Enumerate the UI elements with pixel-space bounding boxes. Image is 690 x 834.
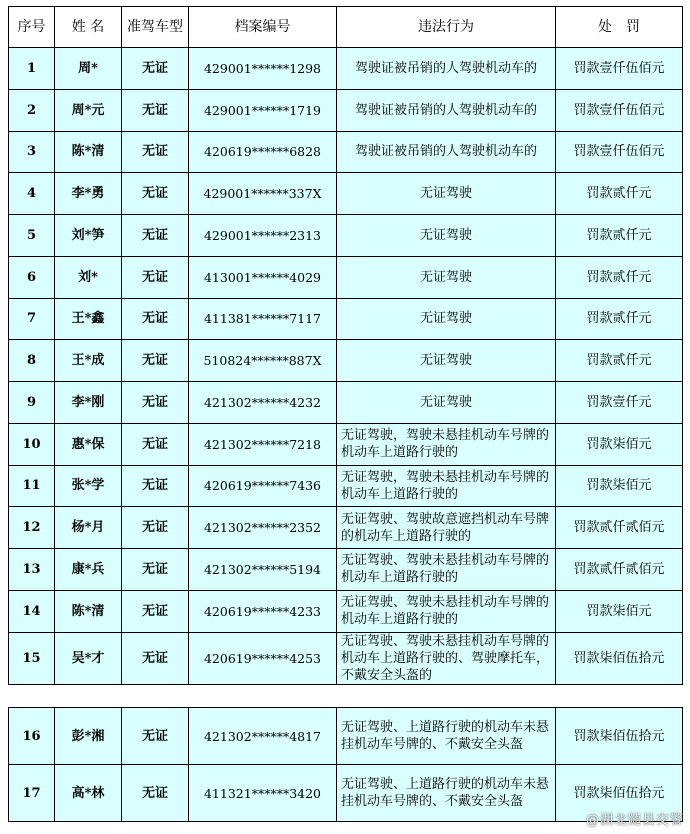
- row-license-type: 无证: [122, 423, 189, 465]
- penalty-table: [8, 6, 683, 685]
- row-name: 王*成: [55, 340, 122, 382]
- table-row: [9, 765, 683, 822]
- row-file-number: 510824******887X: [189, 340, 337, 382]
- header-penalty: 处 罚: [556, 7, 683, 48]
- row-license-type: 无证: [122, 549, 189, 591]
- table-row: [9, 89, 683, 131]
- row-file-number: 413001******4029: [189, 256, 337, 298]
- row-violation: 无证驾驶，驾驶未悬挂机动车号牌的机动车上道路行驶的: [337, 423, 556, 465]
- row-name: 惠*保: [55, 423, 122, 465]
- table-row: [9, 131, 683, 173]
- table-row: [9, 507, 683, 549]
- row-name: 周*元: [55, 89, 122, 131]
- row-file-number: 420619******4253: [189, 632, 337, 684]
- table-row: [9, 340, 683, 382]
- row-number: 2: [9, 89, 55, 131]
- row-file-number: 429001******1298: [189, 48, 337, 90]
- row-penalty: 罚款柒佰伍拾元: [556, 765, 683, 822]
- row-number: 17: [9, 765, 55, 822]
- row-license-type: 无证: [122, 632, 189, 684]
- row-number: 8: [9, 340, 55, 382]
- row-penalty: 罚款壹仟伍佰元: [556, 131, 683, 173]
- table-row: [9, 215, 683, 257]
- row-violation: 无证驾驶、驾驶未悬挂机动车号牌的机动车上道路行驶的: [337, 590, 556, 632]
- watermark: @湖北随县交警: [585, 813, 684, 828]
- row-license-type: 无证: [122, 48, 189, 90]
- row-penalty: 罚款贰仟元: [556, 298, 683, 340]
- table-row: [9, 465, 683, 507]
- row-penalty: 罚款柒佰伍拾元: [556, 708, 683, 765]
- row-name: 吴*才: [55, 632, 122, 684]
- row-number: 12: [9, 507, 55, 549]
- row-license-type: 无证: [122, 256, 189, 298]
- row-number: 4: [9, 173, 55, 215]
- row-violation: 无证驾驶: [337, 173, 556, 215]
- row-penalty: 罚款壹仟伍佰元: [556, 48, 683, 90]
- row-license-type: 无证: [122, 173, 189, 215]
- row-penalty: 罚款柒佰元: [556, 465, 683, 507]
- row-penalty: 罚款柒佰元: [556, 590, 683, 632]
- row-name: 李*勇: [55, 173, 122, 215]
- row-name: 康*兵: [55, 549, 122, 591]
- row-violation: 无证驾驶、驾驶未悬挂机动车号牌的机动车上道路行驶的: [337, 549, 556, 591]
- row-name: 王*鑫: [55, 298, 122, 340]
- row-violation: 无证驾驶、驾驶未悬挂机动车号牌的机动车上道路行驶的、驾驶摩托车，不戴安全头盔的: [337, 632, 556, 684]
- row-file-number: 421302******4232: [189, 382, 337, 424]
- row-number: 13: [9, 549, 55, 591]
- row-name: 陈*清: [55, 590, 122, 632]
- row-penalty: 罚款贰仟元: [556, 215, 683, 257]
- row-violation: 驾驶证被吊销的人驾驶机动车的: [337, 48, 556, 90]
- row-file-number: 429001******2313: [189, 215, 337, 257]
- row-license-type: 无证: [122, 507, 189, 549]
- row-name: 杨*月: [55, 507, 122, 549]
- table-row: [9, 708, 683, 765]
- row-violation: 无证驾驶: [337, 298, 556, 340]
- row-file-number: 421302******2352: [189, 507, 337, 549]
- row-violation: 无证驾驶: [337, 382, 556, 424]
- table-header-row: [9, 7, 683, 48]
- row-number: 14: [9, 590, 55, 632]
- header-file-number: 档案编号: [189, 7, 337, 48]
- row-penalty: 罚款贰仟贰佰元: [556, 549, 683, 591]
- row-penalty: 罚款壹仟元: [556, 382, 683, 424]
- row-penalty: 罚款贰仟元: [556, 256, 683, 298]
- row-violation: 驾驶证被吊销的人驾驶机动车的: [337, 131, 556, 173]
- row-license-type: 无证: [122, 708, 189, 765]
- row-penalty: 罚款柒佰伍拾元: [556, 632, 683, 684]
- row-number: 6: [9, 256, 55, 298]
- row-license-type: 无证: [122, 382, 189, 424]
- row-violation: 无证驾驶、上道路行驶的机动车未悬挂机动车号牌的、不戴安全头盔: [337, 708, 556, 765]
- row-license-type: 无证: [122, 340, 189, 382]
- row-license-type: 无证: [122, 465, 189, 507]
- row-license-type: 无证: [122, 215, 189, 257]
- row-license-type: 无证: [122, 89, 189, 131]
- row-violation: 无证驾驶，驾驶未悬挂机动车号牌的机动车上道路行驶的: [337, 465, 556, 507]
- table-row: [9, 298, 683, 340]
- penalty-table-continued: [8, 707, 683, 822]
- row-license-type: 无证: [122, 765, 189, 822]
- row-name: 高*林: [55, 765, 122, 822]
- table-row: [9, 549, 683, 591]
- row-file-number: 411321******3420: [189, 765, 337, 822]
- row-file-number: 420619******7436: [189, 465, 337, 507]
- row-license-type: 无证: [122, 131, 189, 173]
- table-row: [9, 590, 683, 632]
- row-name: 刘*笋: [55, 215, 122, 257]
- row-file-number: 429001******337X: [189, 173, 337, 215]
- row-violation: 无证驾驶: [337, 340, 556, 382]
- row-file-number: 429001******1719: [189, 89, 337, 131]
- row-name: 张*学: [55, 465, 122, 507]
- row-penalty: 罚款贰仟元: [556, 173, 683, 215]
- row-number: 1: [9, 48, 55, 90]
- row-number: 11: [9, 465, 55, 507]
- row-license-type: 无证: [122, 298, 189, 340]
- row-number: 9: [9, 382, 55, 424]
- row-penalty: 罚款贰仟贰佰元: [556, 507, 683, 549]
- header-no: 序号: [9, 7, 55, 48]
- row-file-number: 420619******6828: [189, 131, 337, 173]
- row-file-number: 421302******7218: [189, 423, 337, 465]
- header-violation: 违法行为: [337, 7, 556, 48]
- row-number: 15: [9, 632, 55, 684]
- table-row: [9, 173, 683, 215]
- row-name: 陈*清: [55, 131, 122, 173]
- row-violation: 无证驾驶: [337, 256, 556, 298]
- header-name: 姓 名: [55, 7, 122, 48]
- row-file-number: 421302******4817: [189, 708, 337, 765]
- row-violation: 无证驾驶: [337, 215, 556, 257]
- table-row: [9, 423, 683, 465]
- row-violation: 驾驶证被吊销的人驾驶机动车的: [337, 89, 556, 131]
- table-row: [9, 256, 683, 298]
- row-name: 刘*: [55, 256, 122, 298]
- row-number: 7: [9, 298, 55, 340]
- row-violation: 无证驾驶、上道路行驶的机动车未悬挂机动车号牌的、不戴安全头盔: [337, 765, 556, 822]
- row-violation: 无证驾驶、驾驶故意遮挡机动车号牌的机动车上道路行驶的: [337, 507, 556, 549]
- row-name: 周*: [55, 48, 122, 90]
- row-name: 彭*湘: [55, 708, 122, 765]
- row-name: 李*刚: [55, 382, 122, 424]
- table-row: [9, 382, 683, 424]
- row-file-number: 421302******5194: [189, 549, 337, 591]
- row-penalty: 罚款壹仟伍佰元: [556, 89, 683, 131]
- table-row: [9, 48, 683, 90]
- row-penalty: 罚款贰仟元: [556, 340, 683, 382]
- row-number: 16: [9, 708, 55, 765]
- row-file-number: 420619******4233: [189, 590, 337, 632]
- row-number: 5: [9, 215, 55, 257]
- table-row: [9, 632, 683, 684]
- row-penalty: 罚款柒佰元: [556, 423, 683, 465]
- row-number: 10: [9, 423, 55, 465]
- header-license: 准驾车型: [122, 7, 189, 48]
- row-license-type: 无证: [122, 590, 189, 632]
- row-file-number: 411381******7117: [189, 298, 337, 340]
- row-number: 3: [9, 131, 55, 173]
